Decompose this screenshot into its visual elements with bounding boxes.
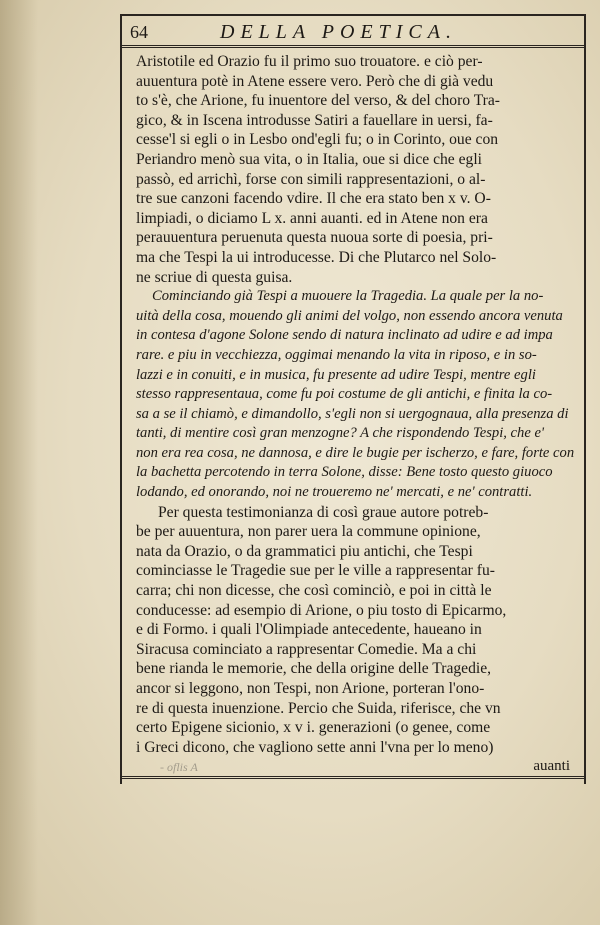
text-line: auuentura potè in Atene essere vero. Però che di già vedu: [136, 72, 494, 90]
page-header: [120, 14, 584, 48]
gutter-shadow: [0, 0, 38, 925]
text-line: ma che Tespi la ui introducesse. Di che Plutarco nel Solo-: [136, 248, 497, 266]
text-line: Per questa testimonianza di così graue autore potreb-: [158, 503, 489, 521]
text-line: e di Formo. i quali l'Olimpiade antecedente, haueano in: [136, 621, 482, 639]
text-line: nata da Orazio, o da grammatici piu antichi, che Tespi: [136, 542, 473, 560]
text-line: be per auuentura, non parer uera la commune opinione,: [136, 523, 481, 541]
quote-line: lodando, ed onorando, noi ne troueremo ne' mercati, e ne' contratti.: [136, 484, 533, 501]
text-line: cominciasse le Tragedie sue per le ville a rappresentar fu-: [136, 562, 495, 580]
text-line: bene rianda le memorie, che della origine delle Tragedie,: [136, 660, 492, 678]
quote-line: uità della cosa, mouendo gli animi del volgo, non essendo ancora venuta: [136, 307, 563, 324]
quote-line: tanti, di mentire così gran menzogne? A che rispondendo Tespi, che e': [136, 425, 545, 442]
text-line: certo Epigene sicionio, x v i. generazioni (o genee, come: [136, 719, 491, 737]
quote-line: Cominciando già Tespi a muouere la Tragedia. La quale per la no-: [152, 288, 544, 305]
text-line: gico, & in Iscena introdusse Satiri a fauellare in uersi, fa-: [136, 111, 493, 129]
quote-line: non era rea cosa, ne dannosa, e dire le bugie per ischerzo, e fare, forte con: [136, 444, 575, 461]
page-number: 64: [130, 22, 148, 42]
text-line: ne scriue di questa guisa.: [136, 268, 293, 286]
quote-line: rare. e piu in vecchiezza, oggimai menando la vita in riposo, e in so-: [136, 346, 537, 363]
text-line: carra; chi non dicesse, che così cominciò, e poi in città le: [136, 582, 492, 600]
body-text: [136, 52, 578, 757]
text-line: conducesse: ad esempio di Arione, o piu tosto di Epicarmo,: [136, 601, 507, 619]
text-line: cesse'l si egli o in Lesbo ond'egli fu; o in Corinto, oue con: [136, 131, 499, 149]
text-line: limpiadi, o diciamo L x. anni auanti. ed in Atene non era: [136, 209, 488, 227]
running-title: DELLA POETICA.: [220, 21, 457, 43]
text-line: ancor si leggono, non Tespi, non Arione, porteran l'ono-: [136, 680, 485, 697]
page-footer: [120, 760, 580, 776]
quote-line: stesso rappresentaua, come fu poi costume de gli antichi, e finita la co-: [136, 386, 553, 403]
signature-mark: - oflis A: [160, 760, 198, 774]
text-line: to s'è, che Arione, fu inuentore del verso, & del choro Tra-: [136, 92, 500, 110]
text-line: re di questa inuenzione. Percio che Suida, riferisce, che vn: [136, 699, 501, 717]
text-line: tre sue canzoni facendo vdire. Il che era stato ben x v. O-: [136, 190, 491, 208]
quote-line: in contesa d'agone Solone sendo di natura inclinato ad udire e ad impa: [136, 327, 553, 344]
text-line: perauuentura peruenuta questa nuoua sorte di poesia, pri-: [136, 229, 493, 247]
quote-line: la bachetta percotendo in terra Solone, disse: Bene tosto questo giuoco: [136, 464, 553, 481]
quote-line: sa a se il chiamò, e dimandollo, s'egli non si uergognaua, alla presenza di: [136, 405, 569, 422]
text-line: passò, ed arrichì, forse con simili rappresentazioni, o al-: [136, 170, 486, 188]
text-line: Aristotile ed Orazio fu il primo suo trouatore. e ciò per-: [136, 53, 483, 70]
text-line: Siracusa cominciato a rappresentar Comedie. Ma a chi: [136, 640, 477, 658]
text-line: Periandro menò sua vita, o in Italia, oue si dice che egli: [136, 150, 482, 168]
bottom-rule: [120, 776, 584, 783]
text-line: i Greci dicono, che vagliono sette anni l'vna per lo meno): [136, 738, 494, 756]
quote-line: lazzi e in conuiti, e in musica, fu presente ad udire Tespi, mentre egli: [136, 366, 536, 383]
catchword: auanti: [533, 758, 570, 774]
